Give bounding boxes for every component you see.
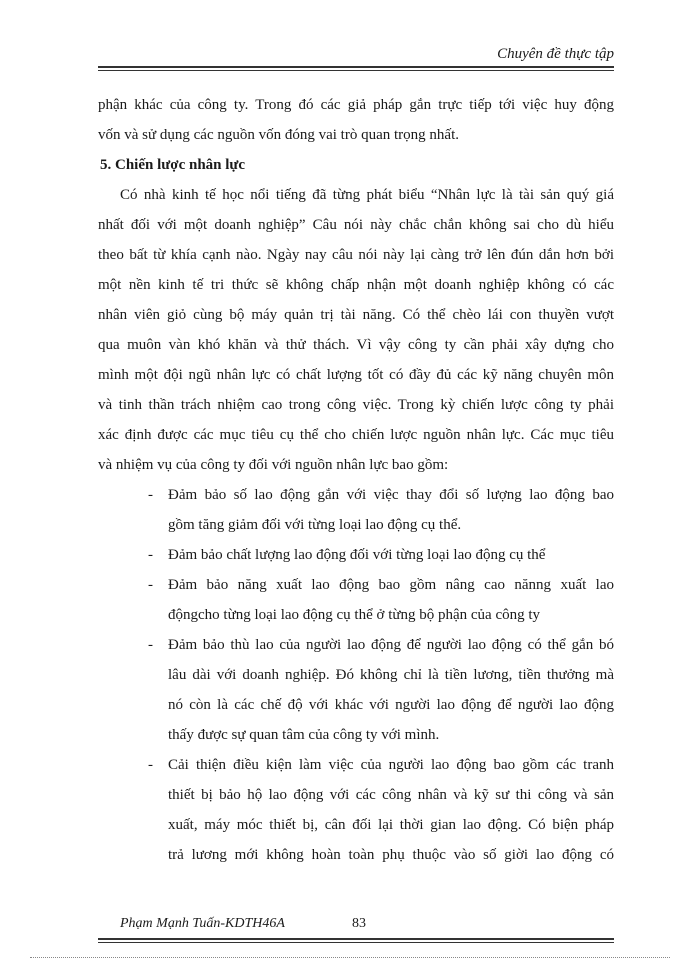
text-line: Đảm bảo năng xuất lao động bao gồm nâng cao nănng xuất lao (168, 577, 614, 593)
text-line: thấy được sự quan tâm của công ty với mình. (168, 727, 440, 743)
bullet-dash: - (148, 547, 153, 563)
text-line: gồm tăng giảm đối với từng loại lao động cụ thể. (168, 517, 462, 533)
text-line: theo bất từ khía cạnh nào. Ngày nay câu nói này lại càng trở lên đún dắn hơn bởi (98, 247, 614, 263)
footer-rule-bottom (98, 942, 614, 943)
intro-paragraph (98, 90, 614, 150)
text-line: phận khác của công ty. Trong đó các giả pháp gắn trực tiếp tới việc huy động (98, 97, 614, 113)
document-body (98, 90, 614, 870)
footer-rule-top (98, 938, 614, 940)
text-line: trả lương mới không hoàn toàn phụ thuộc vào số giời lao động có (168, 847, 614, 863)
text-line: vốn và sử dụng các nguồn vốn đóng vai trò quan trọng nhất. (98, 127, 459, 143)
header-title: Chuyên đề thực tập (497, 46, 614, 62)
text-line: xuất, máy móc thiết bị, cân đối lại thời gian lao động. Có biện pháp (168, 817, 614, 833)
text-line: nhất đối với một doanh nghiệp” Câu nói này chắc chắn không sai cho dù hiểu (98, 217, 614, 233)
list-item (98, 570, 614, 630)
bullet-dash: - (148, 637, 153, 653)
list-item (98, 750, 614, 870)
list-item (98, 480, 614, 540)
text-line: lâu dài với doanh nghiệp. Đó không chỉ là tiền lương, tiền thưởng mà (168, 667, 614, 683)
bullet-dash: - (148, 577, 153, 593)
text-line: một nền kinh tế tri thức sẽ không chấp nhận một doanh nghiệp không có các (98, 277, 614, 293)
text-line: nó còn là các chế độ với khác với người lao động để người lao động (168, 697, 614, 713)
header-rule-top (98, 66, 614, 68)
text-line: xác định được các mục tiêu cụ thể cho chiến lược nguồn nhân lực. Các mục tiêu (98, 427, 614, 443)
text-line: Đảm bảo số lao động gắn với việc thay đổi số lượng lao động bao (168, 487, 614, 503)
list-item (98, 630, 614, 750)
text-line: độngcho từng loại lao động cụ thể ở từng bộ phận của công ty (168, 607, 541, 623)
page-edge-divider (30, 957, 670, 958)
section-heading: 5. Chiến lược nhân lực (100, 157, 246, 173)
text-line: Cải thiện điều kiện làm việc của người lao động bao gồm các tranh (168, 757, 614, 773)
footer-author: Phạm Mạnh Tuấn-KDTH46A (120, 916, 285, 931)
text-line: Đảm bảo thù lao của người lao động để người lao động có thể gắn bó (168, 637, 614, 653)
text-line: và nhiệm vụ của công ty đối với nguồn nhân lực bao gồm: (98, 457, 449, 473)
bullet-dash: - (148, 487, 153, 503)
text-line: mình một đội ngũ nhân lực có chất lượng tốt có đầy đủ các kỹ năng chuyên môn (98, 367, 614, 383)
text-line: nhân viên giỏ cùng bộ máy quản trị tài năng. Có thể chèo lái con thuyền vượt (98, 307, 614, 323)
body-paragraph (98, 180, 614, 480)
text-line: qua muôn vàn khó khăn và thử thách. Vì vậy công ty cần phải xây dựng cho (98, 337, 614, 353)
text-line: Đảm bảo chất lượng lao động đối với từng loại lao động cụ thể (168, 547, 546, 563)
text-line: Có nhà kinh tế học nổi tiếng đã từng phát biểu “Nhân lực là tài sản quý giá (120, 187, 614, 203)
bullet-dash: - (148, 757, 153, 773)
header-rule-bottom (98, 70, 614, 71)
page-number: 83 (352, 916, 366, 931)
objectives-list (98, 480, 614, 870)
text-line: và tinh thần trách nhiệm cao trong công việc. Trong kỳ chiến lược công ty phải (98, 397, 614, 413)
list-item (98, 540, 614, 570)
text-line: thiết bị bảo hộ lao động với các công nhân và kỹ sư thi công và sản (168, 787, 614, 803)
